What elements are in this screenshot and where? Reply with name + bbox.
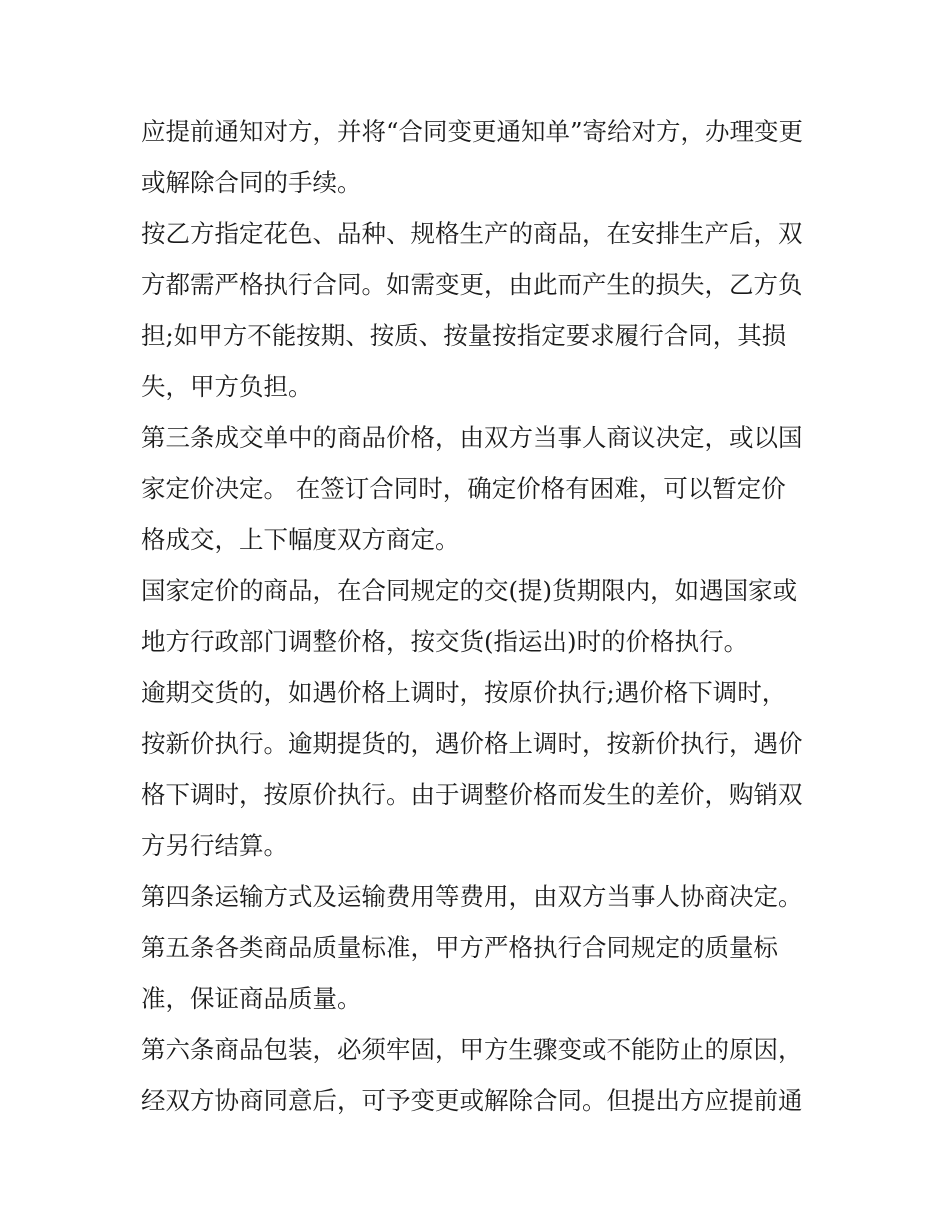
text-line-5: 担;如甲方不能按期、按质、按量按指定要求履行合同，其损 <box>141 321 787 350</box>
text-line-14: 格下调时，按原价执行。由于调整价格而发生的差价，购销双 <box>141 780 803 809</box>
text-line-2: 或解除合同的手续。 <box>141 168 362 197</box>
text-line-12: 逾期交货的，如遇价格上调时，按原价执行;遇价格下调时， <box>141 678 787 707</box>
text-line-19: 第六条商品包装，必须牢固，甲方生骤变或不能防止的原因， <box>141 1035 803 1064</box>
text-line-10: 国家定价的商品，在合同规定的交(提)货期限内，如遇国家或 <box>141 576 798 605</box>
text-line-18: 准，保证商品质量。 <box>141 984 362 1013</box>
text-line-20: 经双方协商同意后，可予变更或解除合同。但提出方应提前通 <box>141 1086 803 1115</box>
text-line-4: 方都需严格执行合同。如需变更，由此而产生的损失，乙方负 <box>141 270 803 299</box>
document-body <box>141 106 821 1126</box>
text-line-6: 失，甲方负担。 <box>141 372 313 401</box>
text-line-7: 第三条成交单中的商品价格，由双方当事人商议决定，或以国 <box>141 423 803 452</box>
text-line-1: 应提前通知对方，并将“合同变更通知单”寄给对方，办理变更 <box>141 117 804 146</box>
text-line-15: 方另行结算。 <box>141 831 288 860</box>
text-line-3: 按乙方指定花色、品种、规格生产的商品，在安排生产后，双 <box>141 219 803 248</box>
text-line-17: 第五条各类商品质量标准，甲方严格执行合同规定的质量标 <box>141 933 778 962</box>
text-line-16: 第四条运输方式及运输费用等费用，由双方当事人协商决定。 <box>141 882 803 911</box>
text-line-9: 格成交，上下幅度双方商定。 <box>141 525 460 554</box>
text-line-13: 按新价执行。逾期提货的，遇价格上调时，按新价执行，遇价 <box>141 729 803 758</box>
text-line-8: 家定价决定。 在签订合同时，确定价格有困难，可以暂定价 <box>141 474 786 503</box>
text-line-11: 地方行政部门调整价格，按交货(指运出)时的价格执行。 <box>141 627 749 656</box>
